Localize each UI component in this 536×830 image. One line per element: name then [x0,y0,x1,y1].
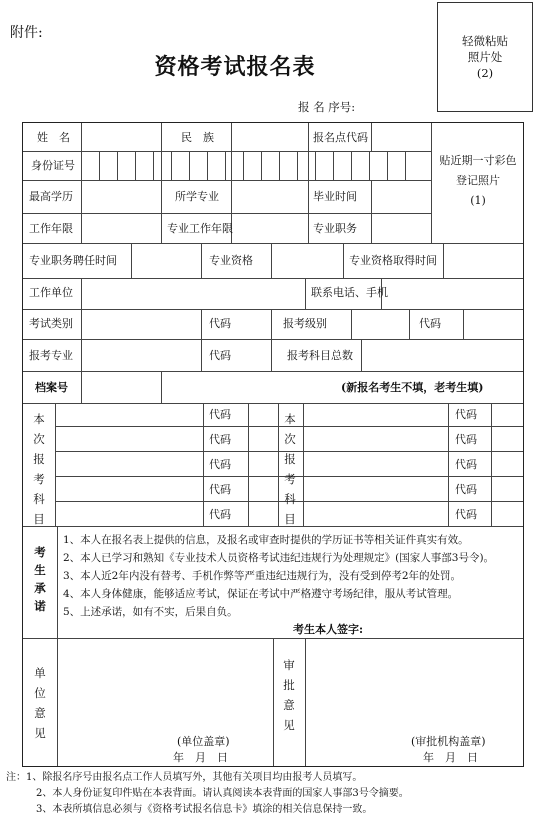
unit-seal: (单位盖章) [177,735,230,748]
employer-label: 工作单位 [29,286,73,299]
form-title: 资格考试报名表 [154,54,316,80]
major-label: 所学专业 [175,190,219,203]
photo-box-text-2: 照片处 [467,50,503,64]
attachment-label: 附件: [10,25,43,41]
site-code-label: 报名点代码 [313,131,368,144]
subject-code-8: 代码 [455,458,477,471]
exam-level-code-label: 代码 [419,317,441,330]
name-label: 姓 名 [37,131,70,144]
subject-code-10: 代码 [455,508,477,521]
pledge-label: 考生承诺 [34,545,46,613]
qualification-label: 专业资格 [209,254,253,267]
serial-label: 报 名 序号: [298,100,356,114]
unit-opinion-label: 单位意见 [34,666,46,740]
signature-label: 考生本人签字: [293,623,364,636]
pledge-3: 3、本人近2年内没有替考、手机作弊等严重违纪违规行为，没有受到停考2年的处罚。 [63,570,462,582]
subject-code-2: 代码 [209,433,231,446]
subject-code-9: 代码 [455,483,477,496]
subject-code-1: 代码 [209,408,231,421]
education-label: 最高学历 [29,190,73,203]
pledge-4: 4、本人身体健康，能够适应考试，保证在考试中严格遵守考场纪律，服从考试管理。 [63,588,459,600]
work-years-major-label: 专业工作年限 [167,222,233,235]
subject-label-right: 本次报考科目 [284,412,296,526]
exam-type-label: 考试类别 [29,317,73,330]
photo-area-text-1: 贴近期一寸彩色 [439,154,517,167]
photo-area-text-3: (1) [470,194,486,207]
approval-opinion-label: 审批意见 [283,658,295,732]
photo-area-text-2: 登记照片 [456,174,500,187]
subject-code-4: 代码 [209,483,231,496]
subject-code-5: 代码 [209,508,231,521]
pledge-2: 2、本人已学习和熟知《专业技术人员资格考试违纪违规行为处理规定》(国家人事部3号令)。 [63,552,495,564]
pledge-1: 1、本人在报名表上提供的信息，及报名或审查时提供的学历证书等相关证件真实有效。 [63,534,469,546]
photo-area-1[interactable] [433,151,523,211]
qualification-time-label: 专业资格取得时间 [349,254,437,267]
subject-code-6: 代码 [455,408,477,421]
exam-type-code-label: 代码 [209,317,231,330]
subject-label-left: 本次报考科目 [33,412,45,526]
exam-major-label: 报考专业 [29,349,73,362]
file-note: (新报名考生不填，老考生填) [341,381,484,394]
subject-total-label: 报考科目总数 [287,349,353,362]
approval-seal: (审批机构盖章) [411,735,486,748]
pledge-5: 5、上述承诺，如有不实，后果自负。 [63,606,238,618]
unit-date: 年 月 日 [173,751,228,764]
subject-code-3: 代码 [209,458,231,471]
file-no-label: 档案号 [35,381,68,394]
approval-date: 年 月 日 [423,751,478,764]
exam-major-code-label: 代码 [209,349,231,362]
note-2: 2、本人身份证复印件贴在本表背面。请认真阅读本表背面的国家人事部3号令摘要。 [36,788,409,799]
graduation-label: 毕业时间 [313,190,357,203]
photo-box-text-1: 轻微粘贴 [462,34,508,48]
ethnicity-label: 民 族 [181,131,214,144]
subject-code-7: 代码 [455,433,477,446]
position-label: 专业职务 [313,222,357,235]
id-number-label: 身份证号 [31,159,75,172]
exam-level-label: 报考级别 [283,317,327,330]
note-1: 注：1、除报名序号由报名点工作人员填写外，其他有关项目均由报考人员填写。 [6,772,363,783]
position-time-label: 专业职务聘任时间 [29,254,117,267]
photo-box-2[interactable] [437,2,533,112]
note-3: 3、本表所填信息必须与《资格考试报名信息卡》填涂的相关信息保持一致。 [36,804,373,815]
phone-label: 联系电话、手机 [311,286,388,299]
registration-table [22,122,524,767]
work-years-label: 工作年限 [29,222,73,235]
photo-box-text-3: (2) [476,66,494,80]
